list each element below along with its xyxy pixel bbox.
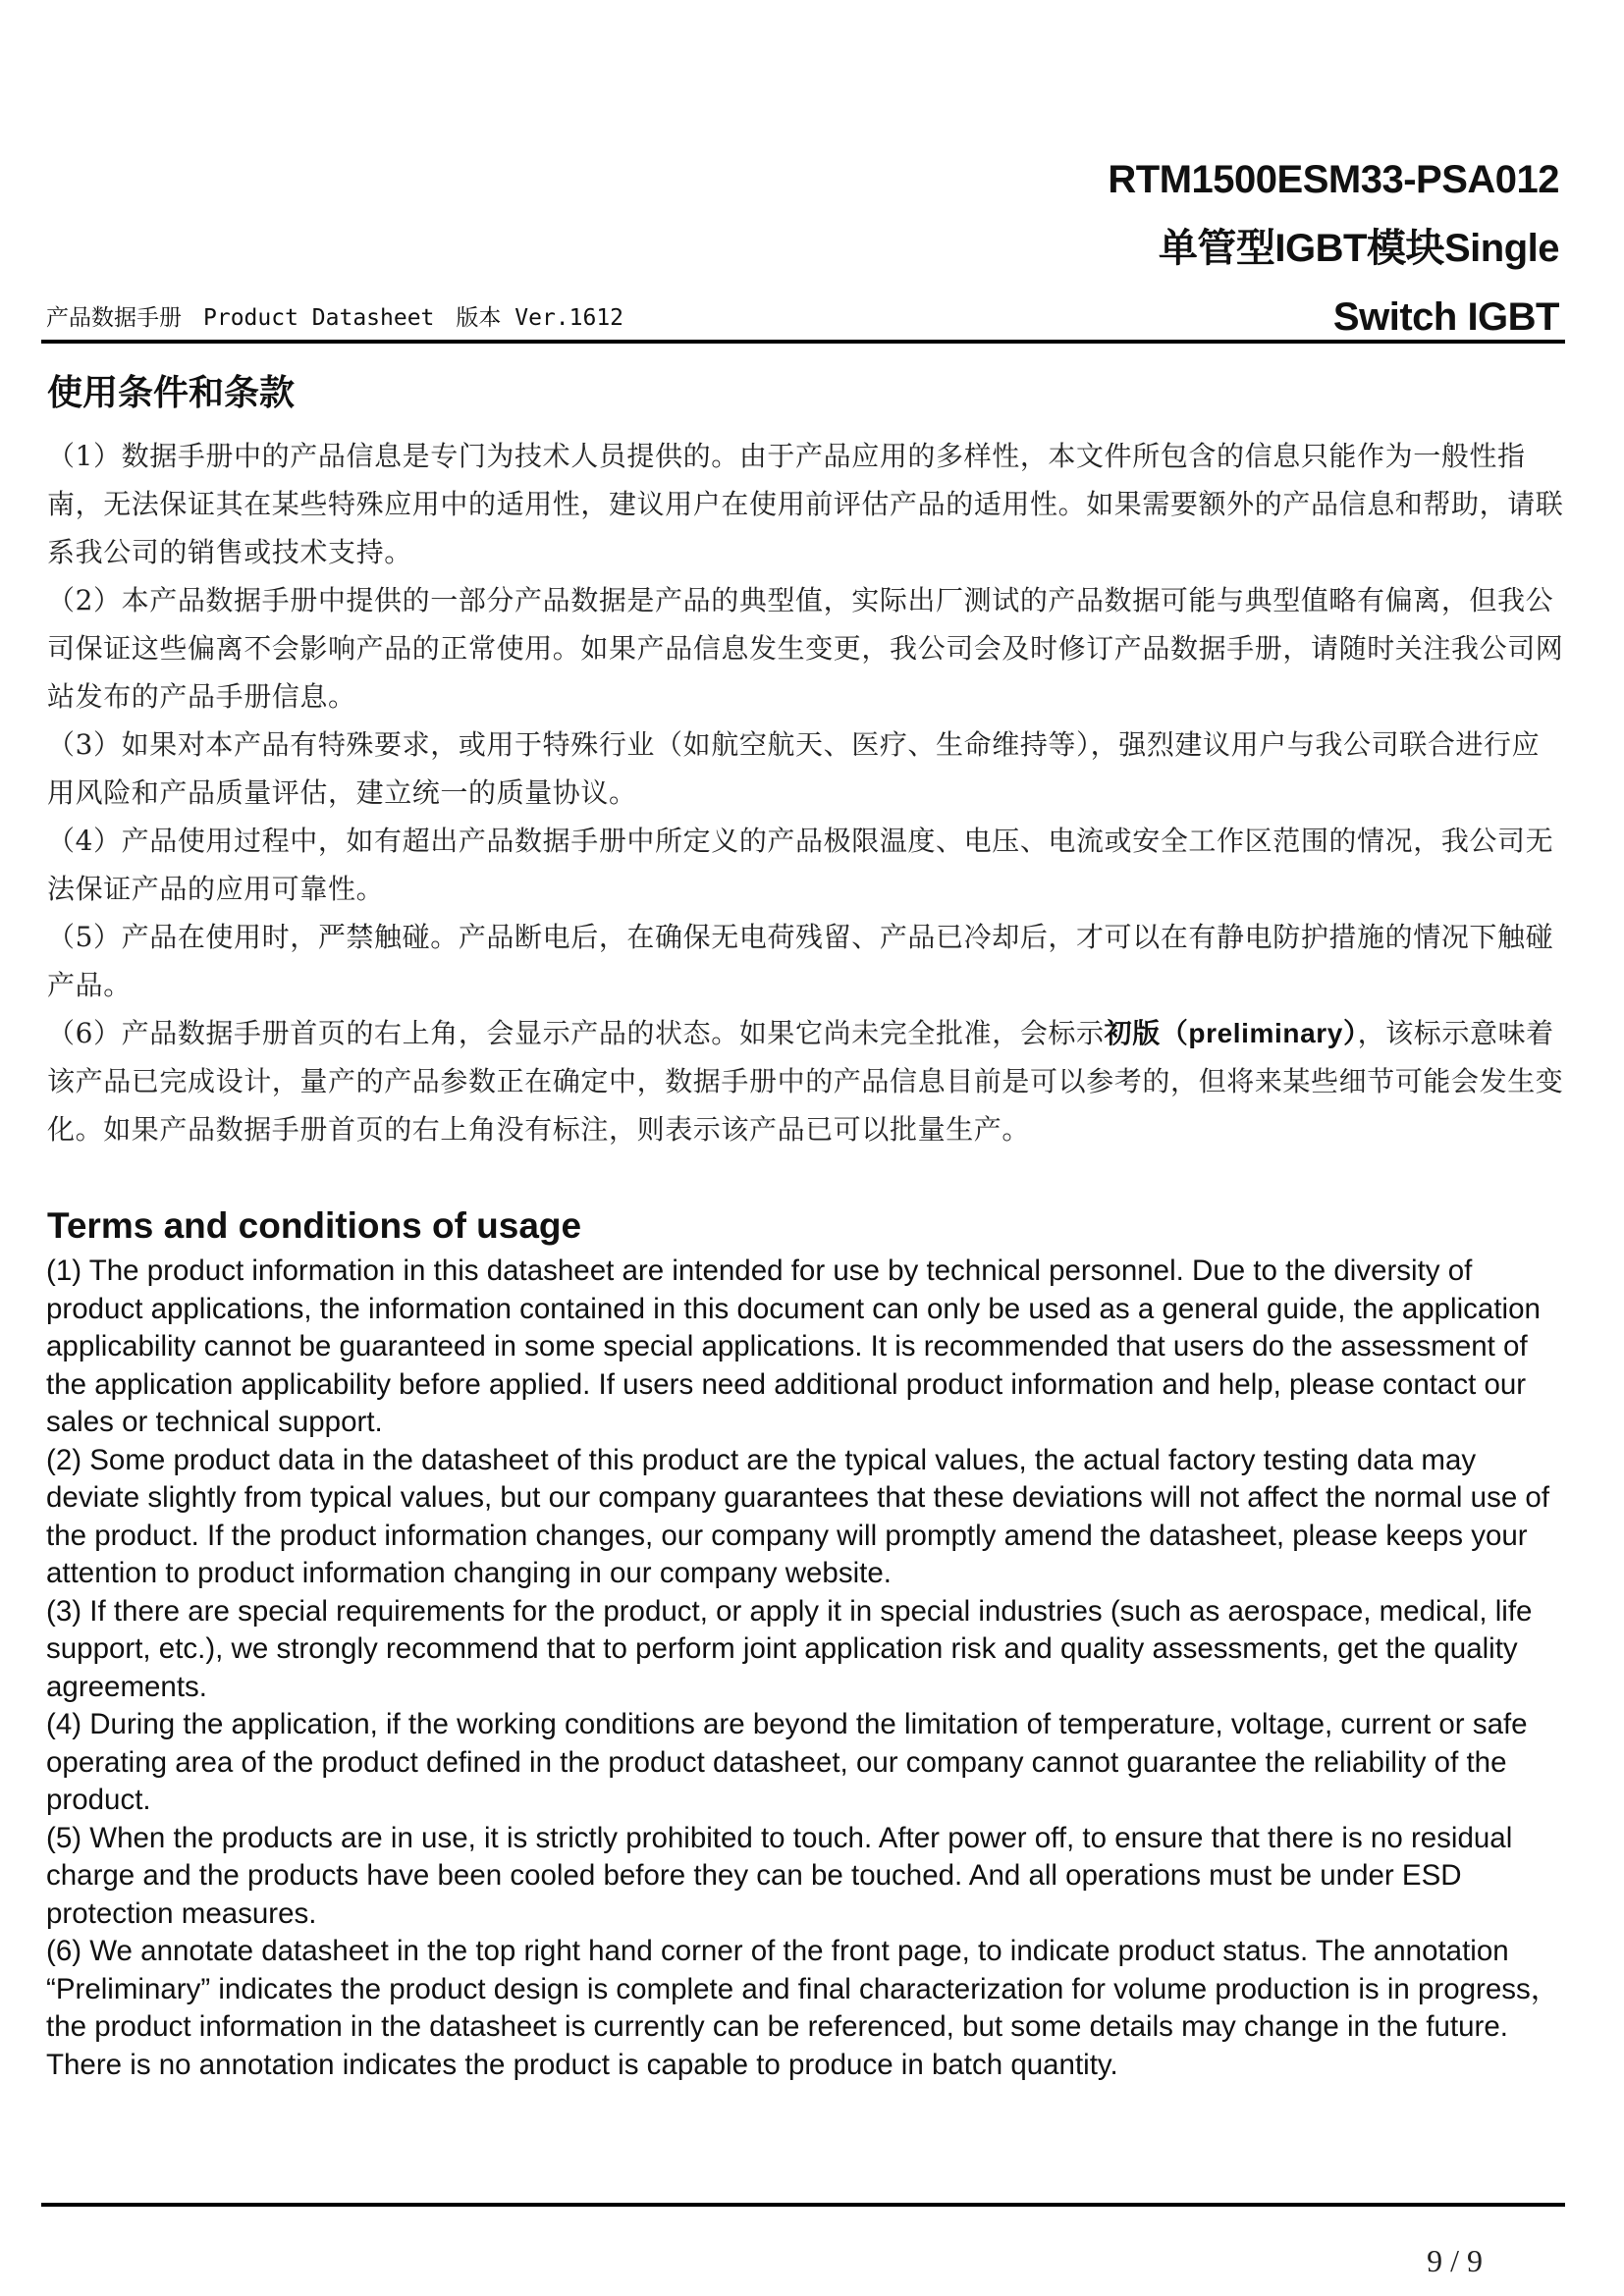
en-paragraph-5: (5) When the products are in use, it is strictly prohibited to touch. After power off, to ensure that there is no residual charge and the products have been cooled before they can be touched. And all operations must be under ESD protection measures. bbox=[46, 1821, 1513, 1930]
cn-paragraph-3: （3）如果对本产品有特殊要求，或用于特殊行业（如航空航天、医疗、生命维持等），强烈建议用户与我公司联合进行应用风险和产品质量评估，建立统一的质量协议。 bbox=[47, 728, 1541, 809]
en-paragraph-2: (2) Some product data in the datasheet of this product are the typical values, the actual factory testing data may deviate slightly from typical values, but our company guarantees that these deviations will not affect the normal use of the product. If the product information changes, our company will promptly amend the datasheet, please keeps your attention to product information changing in our company website. bbox=[46, 1443, 1550, 1589]
cn-section-title: 使用条件和条款 bbox=[47, 373, 296, 413]
cn-p6-preliminary: 初版（preliminary） bbox=[1104, 1018, 1358, 1048]
en-section-body bbox=[46, 1253, 1570, 2084]
footer-divider bbox=[41, 2203, 1565, 2207]
header-doc-info bbox=[46, 299, 645, 332]
doc-version: 版本 Ver.1612 bbox=[456, 305, 624, 331]
cn-paragraph-6 bbox=[47, 1009, 1567, 1153]
en-paragraph-4: (4) During the application, if the working conditions are beyond the limitation of temperature, voltage, current or safe operating area of the product defined in the product datasheet, our company cannot guarantee the reliability of the product. bbox=[46, 1708, 1528, 1816]
cn-p6-text-b: ，该标示意味着该产品已完成设计，量产的产品参数正在确定中，数据手册中的产品信息目前是可以参考的，但将来某些细节可能会发生变化。如果产品数据手册首页的右上角没有标注，则表示该产品已可以批量生产。 bbox=[47, 1017, 1564, 1146]
header-divider bbox=[41, 340, 1565, 344]
cn-paragraph-4: （4）产品使用过程中，如有超出产品数据手册中所定义的产品极限温度、电压、电流或安全工作区范围的情况，我公司无法保证产品的应用可靠性。 bbox=[47, 825, 1554, 905]
header-product-block bbox=[1108, 145, 1559, 351]
product-type-cont: Switch IGBT bbox=[1332, 295, 1559, 339]
doc-title-cn: 产品数据手册 bbox=[46, 305, 182, 331]
product-type: 单管型IGBT模块Single bbox=[1158, 227, 1559, 270]
page-number: 9 / 9 bbox=[1427, 2243, 1483, 2278]
cn-p6-text-a: （6）产品数据手册首页的右上角，会显示产品的状态。如果它尚未完全批准，会标示 bbox=[47, 1017, 1105, 1049]
en-paragraph-1: (1) The product information in this datasheet are intended for use by technical personnel. Due to the diversity of product applications, the information contained in this document can only be used as a general guide, the application applicability cannot be guaranteed in some special applications. It is recommended that users do the assessment of the application applicability before applied. If users need additional product information and help, please contact our sales or technical support. bbox=[46, 1255, 1541, 1438]
cn-paragraph-1: （1）数据手册中的产品信息是专门为技术人员提供的。由于产品应用的多样性，本文件所包含的信息只能作为一般性指南，无法保证其在某些特殊应用中的适用性，建议用户在使用前评估产品的适用性。如果需要额外的产品信息和帮助，请联系我公司的销售或技术支持。 bbox=[47, 440, 1564, 568]
product-model: RTM1500ESM33-PSA012 bbox=[1108, 158, 1559, 201]
cn-section-body bbox=[47, 432, 1567, 1153]
en-section-title: Terms and conditions of usage bbox=[47, 1205, 582, 1246]
cn-paragraph-2: （2）本产品数据手册中提供的一部分产品数据是产品的典型值，实际出厂测试的产品数据可能与典型值略有偏离，但我公司保证这些偏离不会影响产品的正常使用。如果产品信息发生变更，我公司会及时修订产品数据手册，请随时关注我公司网站发布的产品手册信息。 bbox=[47, 584, 1564, 713]
doc-title-en: Product Datasheet bbox=[203, 305, 435, 331]
cn-paragraph-5: （5）产品在使用时，严禁触碰。产品断电后，在确保无电荷残留、产品已冷却后，才可以在有静电防护措施的情况下触碰产品。 bbox=[47, 921, 1554, 1001]
en-paragraph-6: (6) We annotate datasheet in the top right hand corner of the front page, to indicate product status. The annotation “Preliminary” indicates the product design is complete and final characterization for volume production is in progress，the product information in the datasheet is currently can be referenced, but some details may change in the future. There is no annotation indicates the product is capable to produce in batch quantity. bbox=[46, 1935, 1560, 2081]
en-paragraph-3: (3) If there are special requirements for the product, or apply it in special industries (such as aerospace, medical, life support, etc.), we strongly recommend that to perform joint application risk and quality assessments, get the quality agreements. bbox=[46, 1594, 1533, 1703]
